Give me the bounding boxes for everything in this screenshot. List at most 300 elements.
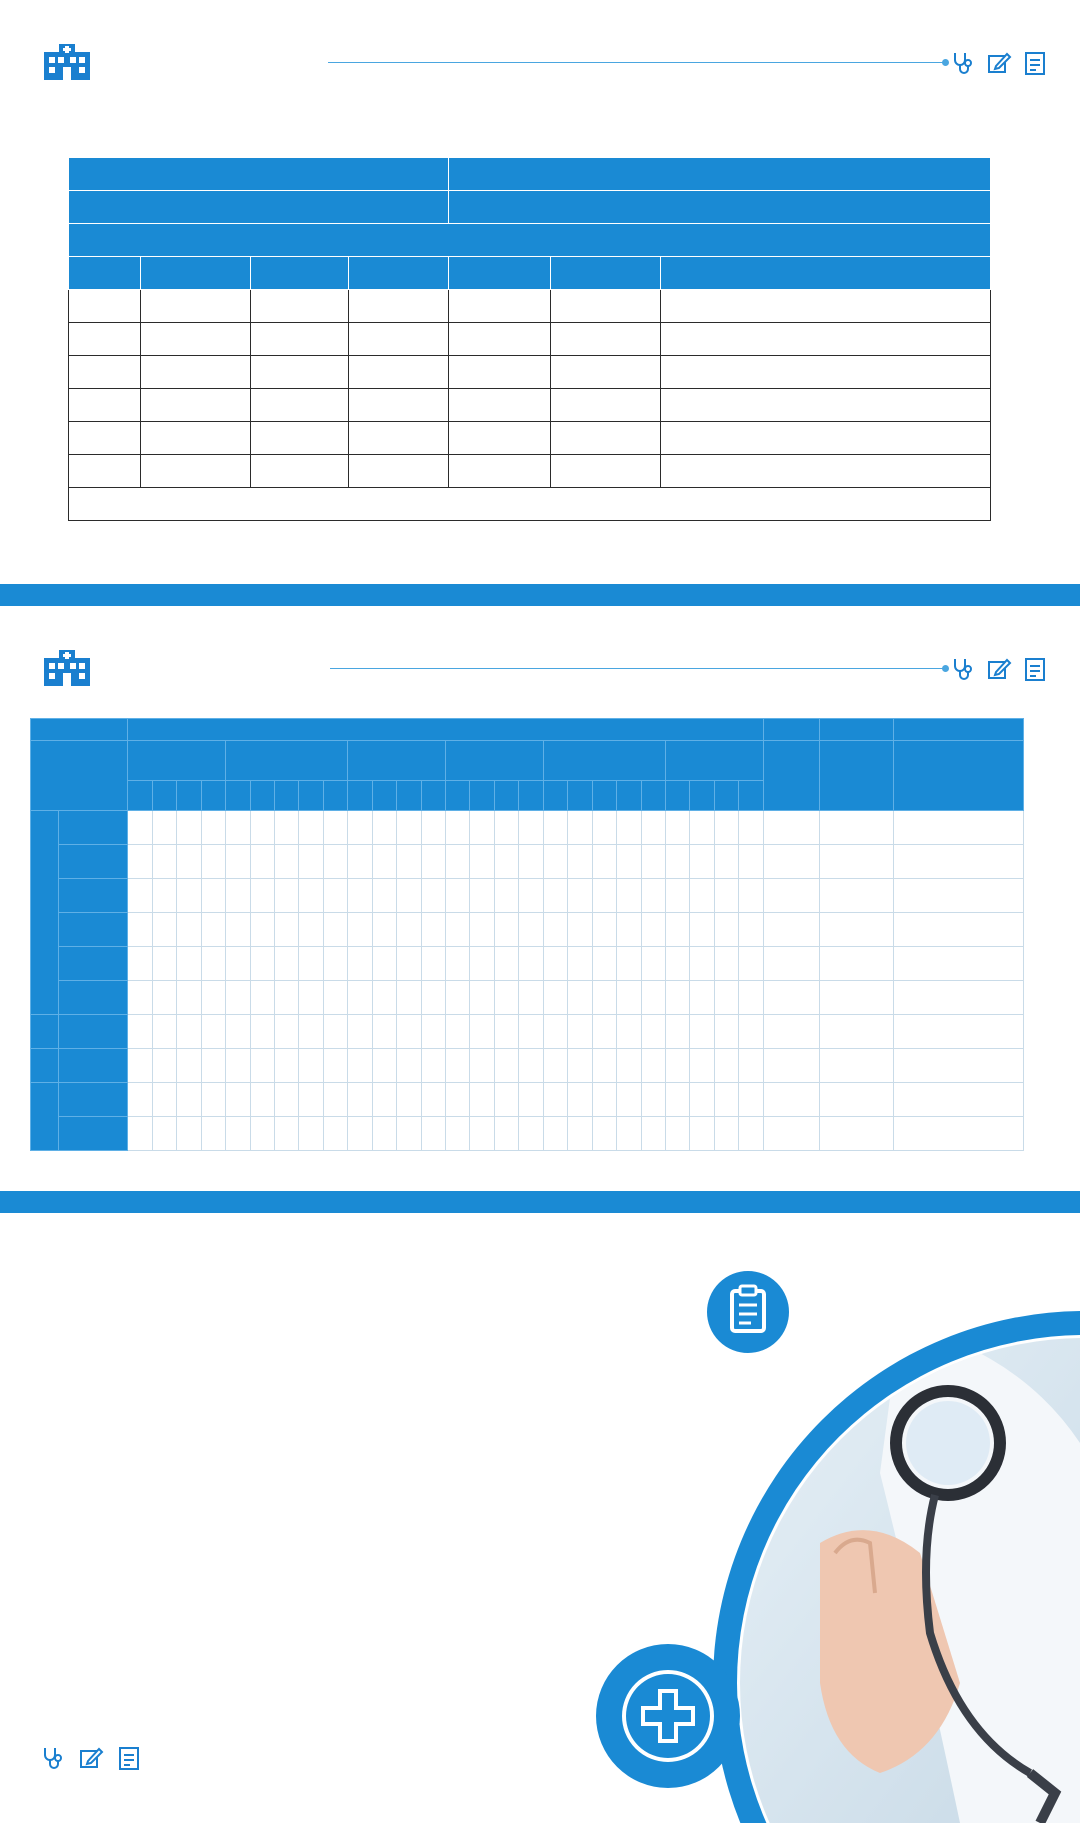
week-header [446, 781, 470, 811]
month-header [543, 741, 665, 781]
gantt-header-row [31, 741, 1024, 781]
gantt-row [31, 913, 1024, 947]
week-cell [446, 1015, 470, 1049]
week-cell [421, 1083, 445, 1117]
week-cell [470, 913, 494, 947]
week-cell [348, 1083, 372, 1117]
week-cell [568, 947, 592, 981]
checklist-icon [1022, 50, 1048, 76]
task-tool [893, 947, 1023, 981]
task-owner [763, 1117, 819, 1151]
table-row [69, 356, 991, 389]
table-cell [141, 422, 251, 455]
week-cell [446, 1049, 470, 1083]
week-cell [421, 913, 445, 947]
table-cell [661, 356, 991, 389]
week-cell [665, 845, 689, 879]
week-cell [592, 879, 616, 913]
gantt-row [31, 879, 1024, 913]
task-owner [763, 913, 819, 947]
week-cell [226, 879, 250, 913]
week-cell [446, 913, 470, 947]
founding-date [449, 158, 991, 191]
week-cell [372, 913, 396, 947]
week-header [226, 781, 250, 811]
week-cell [494, 1049, 518, 1083]
week-cell [568, 1117, 592, 1151]
week-cell [128, 1083, 152, 1117]
week-cell [665, 1049, 689, 1083]
gantt-row [31, 981, 1024, 1015]
month-header [665, 741, 763, 781]
week-cell [372, 845, 396, 879]
week-cell [421, 1049, 445, 1083]
week-cell [226, 913, 250, 947]
week-cell [299, 1083, 323, 1117]
task-tool [893, 981, 1023, 1015]
week-cell [201, 947, 225, 981]
week-cell [274, 845, 298, 879]
task-location [819, 947, 893, 981]
task-tool [893, 1083, 1023, 1117]
week-cell [617, 1117, 641, 1151]
week-cell [641, 879, 665, 913]
week-cell [323, 845, 347, 879]
week-cell [323, 1049, 347, 1083]
footer-icon-group [40, 1745, 142, 1771]
week-cell [348, 981, 372, 1015]
week-cell [299, 1117, 323, 1151]
week-cell [446, 845, 470, 879]
task-name [58, 1117, 128, 1151]
week-cell [690, 1015, 714, 1049]
table-cell [349, 323, 449, 356]
week-cell [543, 981, 567, 1015]
week-cell [372, 981, 396, 1015]
week-cell [421, 947, 445, 981]
week-cell [250, 845, 274, 879]
week-cell [299, 845, 323, 879]
section-heading [42, 42, 108, 82]
week-cell [152, 1083, 176, 1117]
task-name [58, 879, 128, 913]
week-cell [446, 981, 470, 1015]
month-header [128, 741, 226, 781]
week-cell [641, 811, 665, 845]
week-cell [177, 811, 201, 845]
table-cell [661, 455, 991, 488]
week-cell [348, 811, 372, 845]
week-cell [226, 811, 250, 845]
week-header [543, 781, 567, 811]
week-header [494, 781, 518, 811]
week-cell [397, 913, 421, 947]
week-cell [201, 811, 225, 845]
week-cell [177, 1015, 201, 1049]
stethoscope-icon [950, 656, 976, 682]
week-cell [592, 981, 616, 1015]
table-cell [349, 290, 449, 323]
week-cell [690, 879, 714, 913]
week-cell [519, 811, 543, 845]
week-cell [494, 913, 518, 947]
week-cell [128, 1015, 152, 1049]
week-cell [617, 947, 641, 981]
task-owner [763, 845, 819, 879]
week-cell [470, 1117, 494, 1151]
week-cell [446, 811, 470, 845]
slide-activity-plan [0, 606, 1080, 1191]
week-cell [714, 811, 738, 845]
week-cell [714, 913, 738, 947]
week-cell [641, 947, 665, 981]
week-cell [690, 947, 714, 981]
table-row [69, 323, 991, 356]
week-cell [543, 811, 567, 845]
gantt-row [31, 1049, 1024, 1083]
week-cell [519, 1015, 543, 1049]
task-tool [893, 811, 1023, 845]
week-header [641, 781, 665, 811]
table-cell [551, 323, 661, 356]
week-cell [519, 1083, 543, 1117]
week-cell [592, 1049, 616, 1083]
week-cell [665, 879, 689, 913]
table-cell [69, 389, 141, 422]
week-cell [568, 1083, 592, 1117]
table-cell [661, 323, 991, 356]
table-cell [449, 356, 551, 389]
table-cell [251, 290, 349, 323]
table-cell [141, 455, 251, 488]
task-location [819, 913, 893, 947]
table-cell [251, 422, 349, 455]
table-body [69, 290, 991, 488]
week-header [201, 781, 225, 811]
week-cell [250, 947, 274, 981]
week-cell [152, 947, 176, 981]
task-location [819, 1015, 893, 1049]
week-cell [348, 845, 372, 879]
week-header [299, 781, 323, 811]
week-cell [543, 913, 567, 947]
week-cell [274, 879, 298, 913]
week-header [397, 781, 421, 811]
week-cell [665, 1083, 689, 1117]
main-work [69, 488, 991, 521]
column-header [251, 257, 349, 290]
table-cell [349, 389, 449, 422]
week-cell [519, 1049, 543, 1083]
table-cell [141, 323, 251, 356]
info-row [69, 158, 991, 191]
week-cell [201, 1015, 225, 1049]
section-separator [0, 1191, 1080, 1213]
task-location [819, 1117, 893, 1151]
week-header [323, 781, 347, 811]
how-header [893, 719, 1023, 741]
task-owner [763, 811, 819, 845]
week-cell [250, 1117, 274, 1151]
week-cell [592, 1083, 616, 1117]
week-cell [494, 981, 518, 1015]
slide-part-cover [0, 1213, 1080, 1823]
task-tool [893, 1049, 1023, 1083]
week-cell [617, 845, 641, 879]
week-cell [177, 1117, 201, 1151]
week-cell [690, 913, 714, 947]
week-cell [739, 947, 764, 981]
when-header [128, 719, 764, 741]
table-cell [69, 323, 141, 356]
task-tool [893, 845, 1023, 879]
week-cell [397, 1117, 421, 1151]
week-cell [543, 1083, 567, 1117]
week-cell [128, 811, 152, 845]
slide-team-formation [0, 0, 1080, 584]
table-cell [551, 356, 661, 389]
week-cell [397, 981, 421, 1015]
table-header-row [69, 257, 991, 290]
week-cell [617, 1015, 641, 1049]
week-cell [543, 845, 567, 879]
week-cell [397, 947, 421, 981]
week-cell [201, 1083, 225, 1117]
week-cell [299, 1049, 323, 1083]
week-cell [177, 913, 201, 947]
gantt-table [30, 718, 1024, 1151]
week-cell [152, 845, 176, 879]
table-cell [251, 455, 349, 488]
edit-icon [986, 656, 1012, 682]
gantt-row [31, 845, 1024, 879]
week-cell [568, 981, 592, 1015]
week-cell [714, 1015, 738, 1049]
table-row [69, 290, 991, 323]
table-row [69, 422, 991, 455]
week-cell [568, 1015, 592, 1049]
week-cell [323, 1083, 347, 1117]
week-cell [348, 913, 372, 947]
gantt-row [31, 947, 1024, 981]
task-owner [763, 1015, 819, 1049]
week-cell [152, 981, 176, 1015]
week-cell [323, 879, 347, 913]
week-cell [274, 981, 298, 1015]
activity-period [69, 224, 991, 257]
week-cell [274, 1015, 298, 1049]
week-cell [250, 1083, 274, 1117]
task-name [58, 811, 128, 845]
week-cell [690, 1083, 714, 1117]
task-owner [763, 879, 819, 913]
task-name [58, 947, 128, 981]
week-cell [372, 879, 396, 913]
week-cell [299, 1015, 323, 1049]
week-cell [665, 811, 689, 845]
gantt-row [31, 1117, 1024, 1151]
week-cell [568, 845, 592, 879]
task-owner [763, 981, 819, 1015]
gantt-row [31, 811, 1024, 845]
stethoscope-icon [950, 50, 976, 76]
week-cell [201, 1049, 225, 1083]
checklist-icon [1022, 656, 1048, 682]
week-cell [152, 1049, 176, 1083]
column-header [69, 257, 141, 290]
week-cell [152, 879, 176, 913]
how-label [893, 741, 1023, 811]
week-cell [299, 879, 323, 913]
week-cell [152, 1015, 176, 1049]
week-cell [519, 1117, 543, 1151]
week-cell [250, 913, 274, 947]
week-cell [397, 1049, 421, 1083]
week-cell [617, 981, 641, 1015]
week-cell [128, 845, 152, 879]
month-header [226, 741, 348, 781]
table-cell [551, 389, 661, 422]
table-cell [449, 323, 551, 356]
week-cell [152, 913, 176, 947]
week-cell [299, 913, 323, 947]
week-cell [494, 1083, 518, 1117]
task-location [819, 981, 893, 1015]
week-cell [128, 981, 152, 1015]
week-cell [421, 1117, 445, 1151]
week-cell [494, 1117, 518, 1151]
week-cell [641, 1015, 665, 1049]
week-cell [446, 1117, 470, 1151]
table-cell [141, 290, 251, 323]
gantt-chart [30, 718, 1024, 1170]
week-cell [250, 1015, 274, 1049]
week-cell [543, 1049, 567, 1083]
week-cell [592, 1015, 616, 1049]
column-header [141, 257, 251, 290]
week-cell [177, 845, 201, 879]
week-header [690, 781, 714, 811]
week-cell [446, 879, 470, 913]
week-cell [421, 879, 445, 913]
topic-header [31, 741, 128, 811]
task-owner [763, 947, 819, 981]
phase-cell [31, 1049, 59, 1083]
month-header [446, 741, 544, 781]
week-cell [470, 981, 494, 1015]
week-cell [226, 845, 250, 879]
week-cell [641, 981, 665, 1015]
table-cell [141, 356, 251, 389]
week-cell [397, 811, 421, 845]
table-cell [69, 422, 141, 455]
week-cell [397, 845, 421, 879]
week-cell [274, 1049, 298, 1083]
week-header [519, 781, 543, 811]
week-cell [690, 1049, 714, 1083]
week-cell [714, 845, 738, 879]
week-cell [421, 845, 445, 879]
week-cell [128, 947, 152, 981]
table-cell [551, 455, 661, 488]
week-cell [494, 845, 518, 879]
mentor [449, 191, 991, 224]
table-cell [251, 323, 349, 356]
week-cell [714, 981, 738, 1015]
week-cell [128, 1117, 152, 1151]
who-label [763, 741, 819, 811]
task-location [819, 1049, 893, 1083]
member-count [69, 158, 449, 191]
team-table [68, 157, 991, 521]
week-cell [372, 811, 396, 845]
week-cell [226, 947, 250, 981]
week-cell [201, 879, 225, 913]
week-cell [250, 811, 274, 845]
task-owner [763, 1083, 819, 1117]
week-cell [665, 947, 689, 981]
week-cell [250, 1049, 274, 1083]
week-cell [714, 1049, 738, 1083]
week-cell [543, 1015, 567, 1049]
week-cell [592, 1117, 616, 1151]
week-cell [397, 1015, 421, 1049]
week-cell [226, 1049, 250, 1083]
week-cell [201, 845, 225, 879]
week-cell [446, 947, 470, 981]
gantt-row [31, 1015, 1024, 1049]
task-location [819, 879, 893, 913]
task-tool [893, 879, 1023, 913]
week-header [348, 781, 372, 811]
week-cell [690, 981, 714, 1015]
week-cell [152, 1117, 176, 1151]
table-cell [449, 422, 551, 455]
what-header [31, 719, 128, 741]
heading-icon-group [950, 50, 1048, 76]
table-row [69, 389, 991, 422]
week-cell [177, 1049, 201, 1083]
period-row [69, 224, 991, 257]
week-cell [323, 981, 347, 1015]
week-cell [714, 1117, 738, 1151]
week-cell [641, 1083, 665, 1117]
week-cell [323, 913, 347, 947]
week-cell [201, 981, 225, 1015]
section-heading [42, 648, 108, 688]
table-cell [551, 422, 661, 455]
table-cell [69, 356, 141, 389]
week-cell [348, 947, 372, 981]
week-cell [226, 981, 250, 1015]
week-cell [470, 879, 494, 913]
week-cell [177, 947, 201, 981]
table-cell [449, 455, 551, 488]
week-cell [519, 981, 543, 1015]
table-cell [349, 422, 449, 455]
column-header [349, 257, 449, 290]
week-cell [592, 947, 616, 981]
week-cell [568, 913, 592, 947]
week-cell [641, 913, 665, 947]
week-cell [226, 1015, 250, 1049]
week-header [592, 781, 616, 811]
week-cell [226, 1083, 250, 1117]
week-cell [739, 1049, 764, 1083]
week-cell [274, 811, 298, 845]
week-cell [568, 879, 592, 913]
week-header [152, 781, 176, 811]
